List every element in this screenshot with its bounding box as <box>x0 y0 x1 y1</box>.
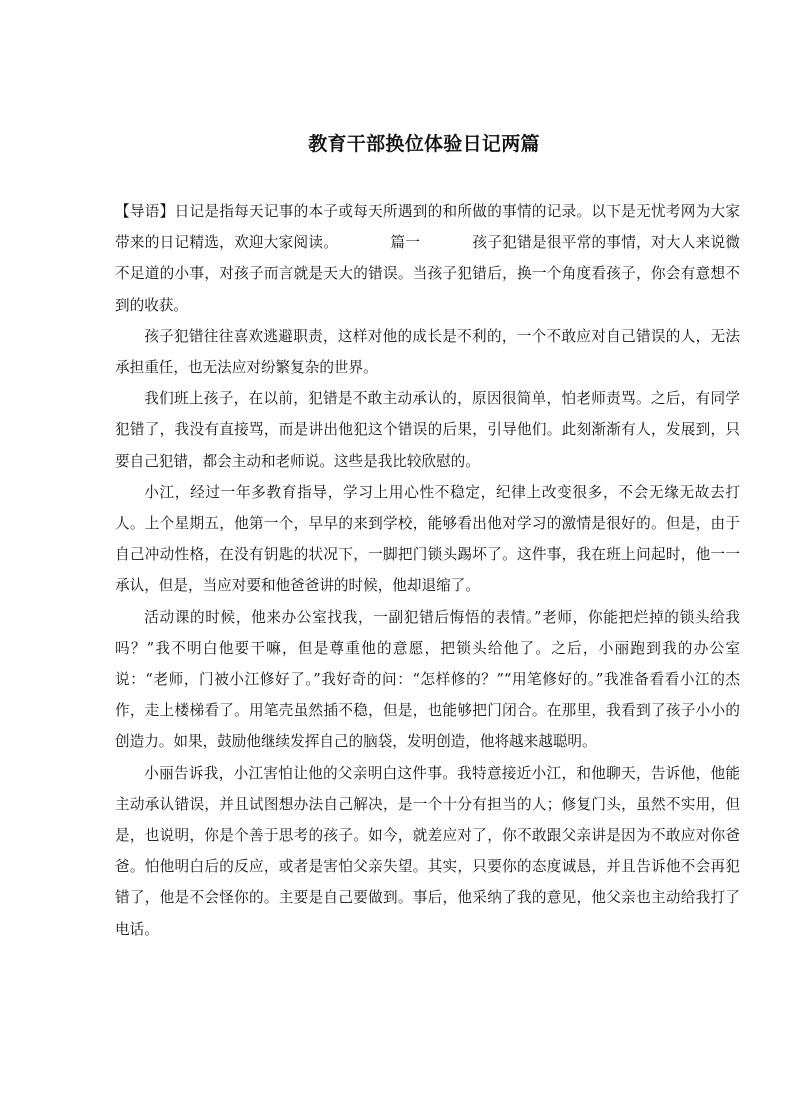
document-body <box>115 196 740 945</box>
body-paragraph-1: 孩子犯错往往喜欢逃避职责，这样对他的成长是不利的，一个不敢应对自己错误的人，无法承担重任，也无法应对纷繁复杂的世界。 <box>115 327 740 377</box>
section-label: 篇一 <box>390 234 421 252</box>
body-paragraph-5: 小丽告诉我，小江害怕让他的父亲明白这件事。我特意接近小江，和他聊天，告诉他，他能主动承认错误，并且试图想办法自己解决，是一个十分有担当的人；修复门头，虽然不实用，但是，也说明，你是个善于思考的孩子。如今，就差应对了，你不敢跟父亲讲是因为不敢应对你爸爸。怕他明白后的反应，或者是害怕父亲失望。其实，只要你的态度诚恳，并且告诉他不会再犯错了，他是不会怪你的。主要是自己要做到。事后，他采纳了我的意见，他父亲也主动给我打了电话。 <box>115 764 740 938</box>
section-text: 孩子犯错是很平常的事情，对大人来说微不足道的小事，对孩子而言就是天大的错误。当孩子犯错后，换一个角度看孩子，你会有意想不到的收获。 <box>115 234 740 314</box>
body-paragraph-2: 我们班上孩子，在以前，犯错是不敢主动承认的，原因很简单，怕老师责骂。之后，有同学犯错了，我没有直接骂，而是讲出他犯这个错误的后果，引导他们。此刻渐渐有人，发展到，只要自己犯错，都会主动和老师说。这些是我比较欣慰的。 <box>115 390 740 470</box>
intro-label: 【导语】 <box>115 203 175 220</box>
intro-text: 日记是指每天记事的本子或每天所遇到的和所做的事情的记录。以下是无忧考网为大家带来的日记精选，欢迎大家阅读。 <box>115 203 740 252</box>
body-paragraph-4: 活动课的时候，他来办公室找我，一副犯错后悔悟的表情。”老师，你能把烂掉的锁头给我吗？”我不明白他要干嘛，但是尊重他的意愿，把锁头给他了。之后，小丽跑到我的办公室说：“老师，门被小江修好了。”我好奇的问：“怎样修的？”“用笔修好的。”我准备看看小江的杰作，走上楼梯看了。用笔壳虽然插不稳，但是，也能够把门闭合。在那里，我看到了孩子小小的创造力。如果，鼓励他继续发挥自己的脑袋，发明创造，他将越来越聪明。 <box>115 608 740 751</box>
body-paragraph-3: 小江，经过一年多教育指导，学习上用心性不稳定，纪律上改变很多，不会无缘无故去打人。上个星期五，他第一个，早早的来到学校，能够看出他对学习的激情是很好的。但是，由于自己冲动性格，在没有钥匙的状况下，一脚把门锁头踢坏了。这件事，我在班上问起时，他一一承认，但是，当应对要和他爸爸讲的时候，他却退缩了。 <box>115 483 740 595</box>
intro-paragraph <box>115 196 740 321</box>
document-title: 教育干部换位体验日记两篇 <box>308 133 540 155</box>
